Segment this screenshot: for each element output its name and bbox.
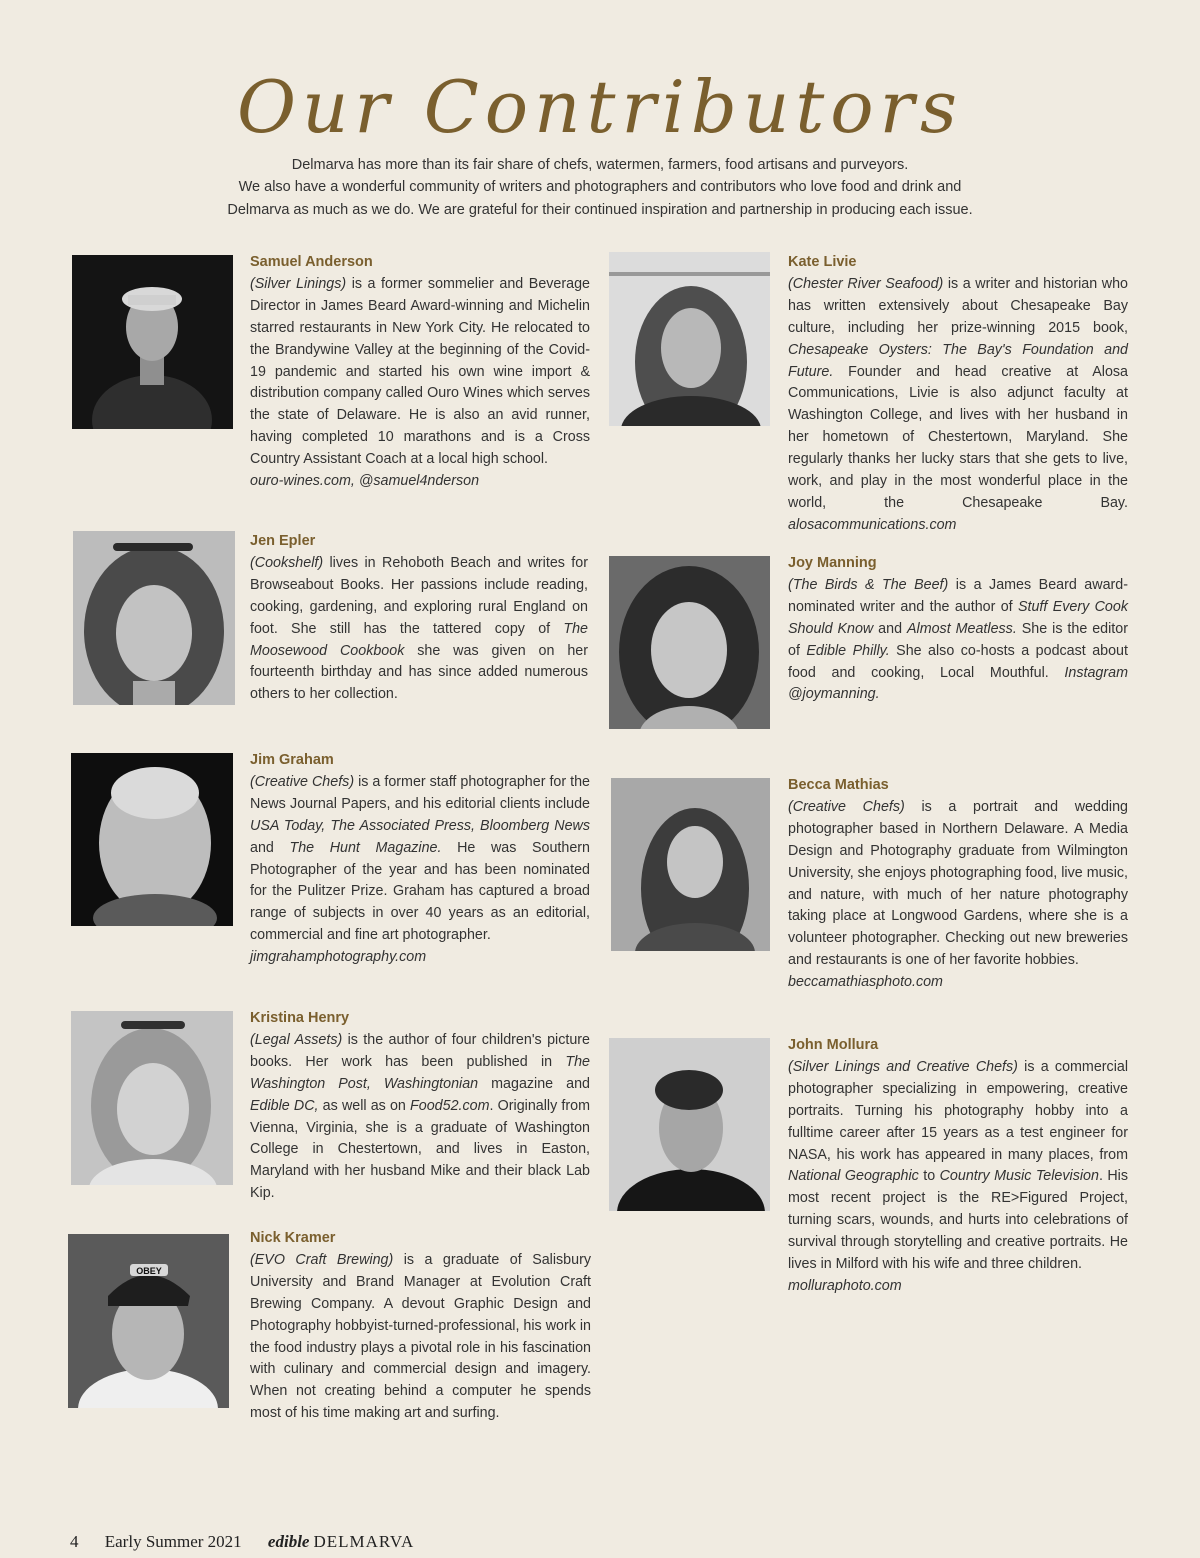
book-title: Chesapeake Oysters: The Bay's Foundation and Future.: [788, 341, 1128, 380]
portrait-jen-epler: [73, 531, 235, 705]
publication-title: Edible DC,: [250, 1097, 319, 1114]
publication-title: Country Music Television: [939, 1168, 1099, 1185]
contributor-name: Joy Manning: [788, 555, 877, 571]
bio-text: lives in Rehoboth Beach and writes for Browseabout Books. Her passions include reading, cooking, gardening, and exploring rural England on foot. She still has the tattered copy of: [250, 554, 588, 637]
contributor-name: Jim Graham: [250, 752, 334, 768]
bio-john-mollura: [788, 1035, 1128, 1298]
bio-text: is a portrait and wedding photographer based in Northern Delaware. A Media Design and Photography graduate from Wilmington University, she enjoys photographing food, live music, and nature, with much of her nature photography taking place at Longwood Gardens, where she is a volunteer photographer. Checking out new breweries and restaurants is one of her favorite hobbies.: [788, 798, 1128, 969]
website-link[interactable]: molluraphoto.com: [788, 1277, 902, 1294]
issue-label: Early Summer 2021: [104, 1532, 242, 1551]
client-list: USA Today, The Associated Press, Bloomberg News: [250, 817, 590, 834]
website-link[interactable]: beccamathiasphoto.com: [788, 974, 943, 991]
publication-title: National Geographic: [788, 1168, 919, 1185]
contributor-name: John Mollura: [788, 1037, 879, 1053]
bio-text: She also co-hosts a podcast about food and cooking, Local Mouthful.: [788, 642, 1128, 681]
intro-text: [150, 154, 1050, 221]
section-name: (Legal Assets): [250, 1031, 343, 1048]
contributor-name: Nick Kramer: [250, 1230, 336, 1246]
portrait-samuel-anderson: [72, 255, 233, 429]
publication-title: Food52.com: [410, 1097, 490, 1114]
section-name: (Silver Linings and Creative Chefs): [788, 1058, 1018, 1075]
page-footer: [70, 1532, 414, 1552]
section-name: (The Birds & The Beef): [788, 576, 949, 593]
publication-prefix: edible: [267, 1532, 310, 1551]
bio-kristina-henry: [250, 1008, 590, 1205]
section-name: (Chester River Seafood): [788, 275, 944, 292]
bio-text: magazine and: [478, 1075, 590, 1092]
contributor-name: Becca Mathias: [788, 777, 889, 793]
bio-text: is a commercial photographer specializing in empowering, creative portraits. Turning his photography hobby into a fulltime career after 15 years as a test engineer for NASA, his work has appeared in many places, from: [788, 1058, 1129, 1163]
portrait-jim-graham: [71, 753, 233, 926]
section-name: (EVO Craft Brewing): [250, 1251, 394, 1268]
bio-text: . Originally from Vienna, Virginia, she is a graduate of Washington College in Chestertown, and lives in Easton, Maryland with her husband Mike and their black Lab Kip.: [250, 1097, 590, 1202]
hat-logo-text: OBEY: [136, 1266, 162, 1276]
intro-line: Delmarva has more than its fair share of chefs, watermen, farmers, food artisans and purveyors.: [291, 157, 909, 173]
bio-text: is a graduate of Salisbury University and Brand Manager at Evolution Craft Brewing Company. A devout Graphic Design and Photography hobbyist-turned-professional, his work in the food industry plays a pivotal role in his fascination with culinary and commercial design and imagery. When not creating behind a computer he spends most of his time making art and surfing.: [250, 1251, 591, 1422]
book-title: Stuff Every Cook Should Know: [788, 598, 1128, 637]
publication-name: DELMARVA: [313, 1532, 415, 1551]
publication-title: The Washington Post, Washingtonian: [250, 1053, 590, 1092]
contributor-name: Kate Livie: [788, 254, 857, 270]
magazine-title: The Hunt Magazine.: [289, 839, 442, 856]
portrait-kate-livie: [609, 252, 770, 426]
contributor-name: Jen Epler: [250, 533, 316, 549]
bio-jen-epler: [250, 531, 588, 706]
website-link[interactable]: ouro-wines.com, @samuel4nderson: [250, 473, 480, 490]
bio-text: is a former sommelier and Beverage Director in James Beard Award-winning and Michelin starred restaurants in New York City. He relocated to the Brandywine Valley at the beginning of the Covid-19 pandemic and started his own wine import & distribution company called Ouro Wines which serves the state of Delaware. He is also an avid runner, having completed 10 marathons and is a Cross Country Assistant Coach at a local high school.: [250, 275, 591, 468]
section-name: (Cookshelf): [250, 554, 324, 571]
bio-joy-manning: [788, 553, 1128, 706]
section-name: (Creative Chefs): [788, 798, 905, 815]
bio-text: Founder and head creative at Alosa Communications, Livie is also adjunct faculty at Washington College, and lives with her husband in her hometown of Chestertown, Maryland. She regularly thanks her lucky stars that she gets to live, work, and play in the most wonderful place in the world, the Chesapeake Bay.: [788, 363, 1128, 511]
bio-samuel-anderson: [250, 252, 590, 493]
bio-kate-livie: [788, 252, 1128, 537]
page-title: Our Contributors: [237, 65, 963, 149]
book-title: The Moosewood Cookbook: [250, 620, 588, 659]
portrait-becca-mathias: [611, 778, 770, 951]
bio-text: to: [918, 1168, 940, 1185]
bio-nick-kramer: [250, 1228, 591, 1425]
bio-text: She is the editor of: [788, 620, 1128, 659]
section-name: (Silver Linings): [250, 275, 347, 292]
portrait-joy-manning: [609, 556, 770, 729]
contributor-name: Kristina Henry: [250, 1010, 350, 1026]
website-link[interactable]: jimgrahamphotography.com: [250, 949, 427, 966]
intro-line: We also have a wonderful community of writers and photographers and contributors who love food and drink and: [238, 179, 962, 196]
bio-text: . His most recent project is the RE>Figured Project, turning scars, wounds, and hurts into celebrations of survival through storytelling and creative portraits. He lives in Milford with his wife and three children.: [788, 1168, 1128, 1273]
bio-text: is the author of four children's picture books. Her work has been published in: [250, 1031, 590, 1070]
website-link[interactable]: alosacommunications.com: [788, 516, 957, 533]
bio-text: is a writer and historian who has written extensively about Chesapeake Bay culture, including her prize-winning 2015 book,: [788, 275, 1128, 336]
bio-jim-graham: [250, 750, 590, 969]
book-title: Almost Meatless.: [906, 620, 1017, 637]
portrait-nick-kramer: [68, 1234, 229, 1408]
bio-text: and: [873, 620, 907, 637]
bio-text: as well as on: [318, 1097, 411, 1114]
portrait-kristina-henry: [71, 1011, 233, 1185]
bio-text: and: [250, 839, 290, 856]
contributor-name: Samuel Anderson: [250, 254, 373, 270]
bio-text: is a former staff photographer for the News Journal Papers, and his editorial clients include: [250, 773, 590, 812]
bio-text: He was Southern Photographer of the year and has been nominated for the Pulitzer Prize. Graham has captured a broad range of subjects in over 40 years as an editorial, commercial and fine art photographer.: [250, 839, 590, 944]
intro-line: Delmarva as much as we do. We are grateful for their continued inspiration and partnership in producing each issue.: [227, 201, 973, 218]
magazine-title: Edible Philly.: [806, 642, 890, 659]
page-number: 4: [70, 1532, 79, 1551]
portrait-john-mollura: [609, 1038, 770, 1211]
bio-text: she was given on her fourteenth birthday and has since added numerous others to her collection.: [250, 642, 588, 703]
section-name: (Creative Chefs): [250, 773, 355, 790]
social-handle[interactable]: Instagram @joymanning.: [788, 664, 1128, 703]
bio-becca-mathias: [788, 775, 1128, 994]
bio-text: is a James Beard award-nominated writer and the author of: [788, 576, 1128, 615]
